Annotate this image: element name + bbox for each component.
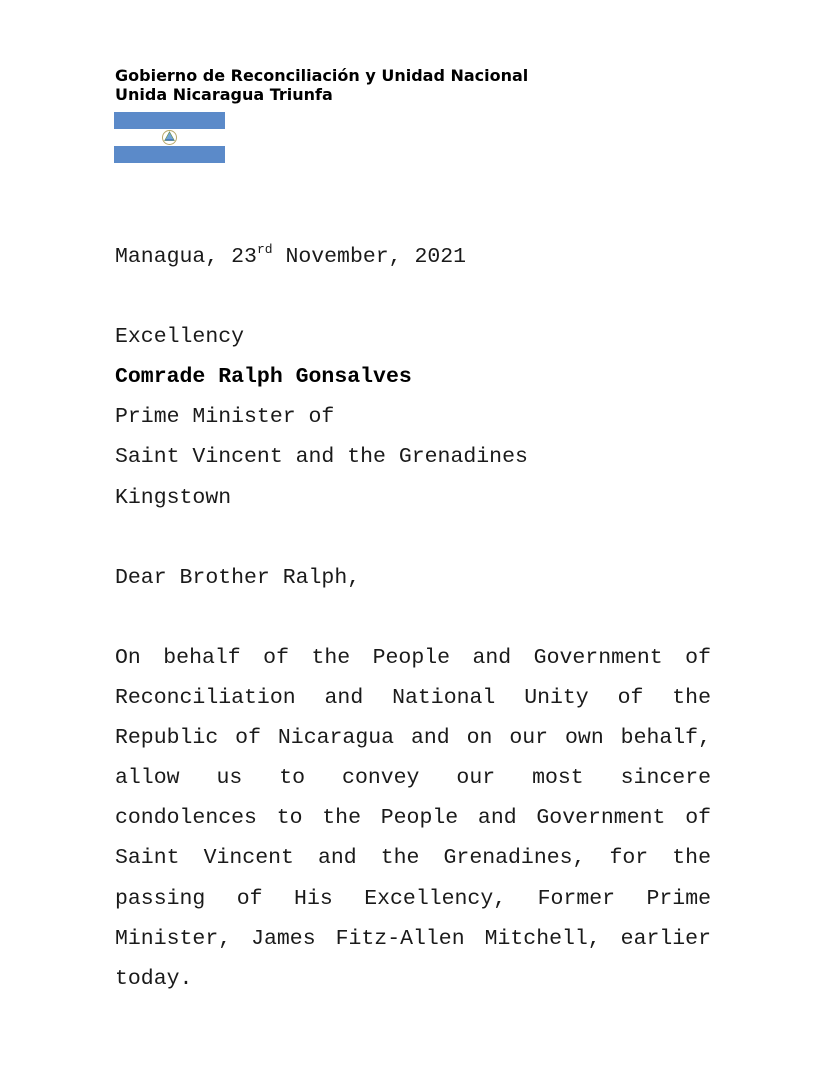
greeting: Dear Brother Ralph, xyxy=(115,565,361,590)
letter-date: Managua, 23rd November, 2021 xyxy=(115,242,467,269)
addressee-country: Saint Vincent and the Grenadines xyxy=(115,445,528,470)
letter-paragraph: On behalf of the People and Government of Reconciliation and National Unity of the Republic of Nicaragua and on our own behalf, allow us to convey our most sincere condolences to the People and Government of Saint Vincent and the Grenadines, for the passing of His Excellency, Former Prime Minister, James Fitz-Allen Mitchell, earlier today. xyxy=(115,645,711,991)
letterhead-slogan: Unida Nicaragua Triunfa xyxy=(115,85,333,104)
letter-body xyxy=(115,237,711,999)
flag-bottom-stripe xyxy=(114,146,225,163)
addressee-city: Kingstown xyxy=(115,485,232,510)
flag-top-stripe xyxy=(114,112,225,129)
salutation-title: Excellency xyxy=(115,325,245,350)
letterhead xyxy=(115,66,528,104)
nicaragua-flag xyxy=(114,112,225,163)
addressee-role: Prime Minister of xyxy=(115,405,335,430)
letterhead-government-name: Gobierno de Reconciliación y Unidad Nacional xyxy=(115,66,529,85)
addressee-name: Comrade Ralph Gonsalves xyxy=(115,365,412,390)
